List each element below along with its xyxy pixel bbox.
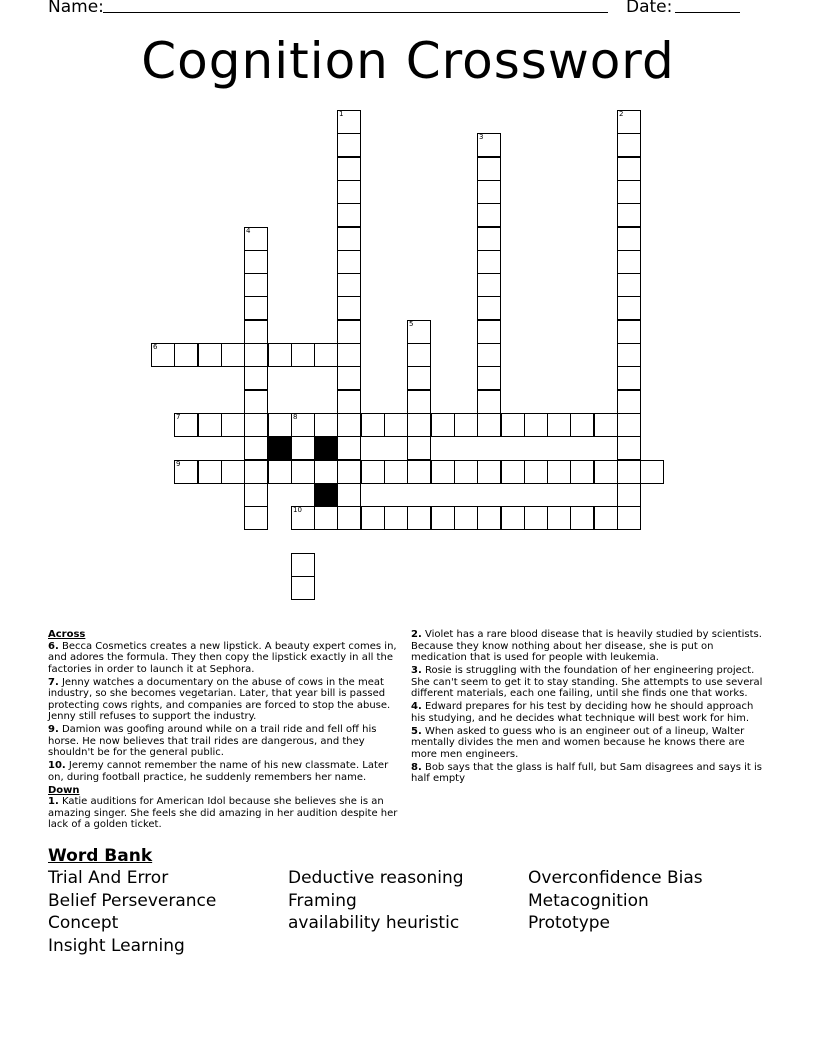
- crossword-cell[interactable]: [337, 227, 361, 251]
- crossword-cell[interactable]: [291, 460, 315, 484]
- crossword-cell[interactable]: [594, 460, 618, 484]
- crossword-cell[interactable]: [501, 506, 525, 530]
- crossword-cell[interactable]: [244, 227, 268, 251]
- clue-number: 9.: [48, 724, 59, 735]
- crossword-cell[interactable]: [617, 436, 641, 460]
- clue-number-label: 8: [293, 413, 298, 421]
- clue-number-label: 1: [339, 110, 344, 118]
- crossword-cell[interactable]: [617, 250, 641, 274]
- crossword-cell[interactable]: [617, 460, 641, 484]
- crossword-cell[interactable]: [617, 203, 641, 227]
- crossword-cell[interactable]: [524, 413, 548, 437]
- name-field[interactable]: [103, 12, 608, 13]
- down-heading: Down: [48, 784, 80, 796]
- clue-down-3: [411, 665, 767, 700]
- crossword-cell[interactable]: [174, 460, 198, 484]
- clue-text: Becca Cosmetics creates a new lipstick. A beauty expert comes in, and adores the formula. They then copy the lipstick exactly in all the factories in order to launch it at Sephora.: [48, 640, 397, 675]
- crossword-cell[interactable]: [291, 413, 315, 437]
- crossword-cell[interactable]: [454, 413, 478, 437]
- crossword-cell[interactable]: [337, 203, 361, 227]
- crossword-cell[interactable]: [337, 366, 361, 390]
- crossword-cell[interactable]: [337, 343, 361, 367]
- date-field[interactable]: [675, 12, 740, 13]
- crossword-cell[interactable]: [547, 460, 571, 484]
- clue-number: 5.: [411, 725, 422, 737]
- crossword-cell[interactable]: [314, 460, 338, 484]
- crossword-cell[interactable]: [244, 413, 268, 437]
- crossword-cell[interactable]: [151, 343, 175, 367]
- crossword-cell[interactable]: [198, 343, 222, 367]
- name-label: Name:: [48, 0, 104, 17]
- crossword-cell[interactable]: [221, 413, 245, 437]
- crossword-cell[interactable]: [617, 390, 641, 414]
- crossword-cell[interactable]: [407, 460, 431, 484]
- clue-number: 3.: [411, 665, 422, 676]
- crossword-cell[interactable]: [407, 390, 431, 414]
- clue-text: Edward prepares for his test by deciding how he should approach his studying, and he decides what technique will best work for him.: [411, 701, 754, 724]
- crossword-cell[interactable]: [361, 460, 385, 484]
- crossword-cell[interactable]: [291, 343, 315, 367]
- crossword-cell[interactable]: [477, 366, 501, 390]
- crossword-cell[interactable]: [174, 343, 198, 367]
- clue-number: 10.: [48, 760, 66, 771]
- crossword-cell[interactable]: [244, 366, 268, 390]
- word-bank-item: Overconfidence Bias: [528, 868, 703, 888]
- crossword-cell[interactable]: [547, 506, 571, 530]
- crossword-cell[interactable]: [244, 320, 268, 344]
- crossword-cell[interactable]: [244, 250, 268, 274]
- crossword-cell[interactable]: [570, 413, 594, 437]
- clue-text: Katie auditions for American Idol because she believes she is an amazing singer. She feels she did amazing in her audition despite her lack of a golden ticket.: [48, 796, 398, 830]
- crossword-cell[interactable]: [337, 483, 361, 507]
- crossword-cell[interactable]: [407, 366, 431, 390]
- clue-text: Rosie is struggling with the foundation of her engineering project. She can't seem to get it to stay standing. She attempts to use several different materials, each one failing, until she finds one that works.: [411, 665, 763, 699]
- crossword-cell[interactable]: [477, 506, 501, 530]
- crossword-cell[interactable]: [361, 506, 385, 530]
- crossword-cell[interactable]: [337, 180, 361, 204]
- clue-number: 4.: [411, 701, 422, 712]
- crossword-cell[interactable]: [617, 157, 641, 181]
- clue-down-2: [411, 629, 767, 664]
- crossword-block: [268, 436, 292, 460]
- clue-down-1: [48, 796, 404, 831]
- crossword-cell[interactable]: [244, 390, 268, 414]
- crossword-cell[interactable]: [454, 460, 478, 484]
- word-bank-item: availability heuristic: [288, 913, 460, 933]
- crossword-cell[interactable]: [477, 296, 501, 320]
- crossword-cell[interactable]: [477, 390, 501, 414]
- crossword-cell[interactable]: [477, 203, 501, 227]
- crossword-cell[interactable]: [244, 460, 268, 484]
- crossword-cell[interactable]: [640, 460, 664, 484]
- crossword-cell[interactable]: [337, 436, 361, 460]
- crossword-cell[interactable]: [570, 460, 594, 484]
- clue-across-7: [48, 677, 404, 723]
- crossword-cell[interactable]: [547, 413, 571, 437]
- crossword-cell[interactable]: [477, 413, 501, 437]
- clue-text: When asked to guess who is an engineer out of a lineup, Walter mentally divides the men and women because he knows there are more men engineers.: [411, 725, 745, 760]
- clue-across-10: [48, 760, 404, 783]
- crossword-cell[interactable]: [198, 413, 222, 437]
- crossword-cell[interactable]: [524, 506, 548, 530]
- crossword-cell[interactable]: [268, 460, 292, 484]
- date-label: Date:: [626, 0, 673, 17]
- clue-number: 2.: [411, 629, 422, 640]
- crossword-cell[interactable]: [617, 343, 641, 367]
- crossword-cell[interactable]: [477, 157, 501, 181]
- word-bank-item: Insight Learning: [48, 936, 185, 956]
- across-heading: Across: [48, 629, 86, 640]
- crossword-cell[interactable]: [337, 296, 361, 320]
- crossword-cell[interactable]: [501, 413, 525, 437]
- crossword-cell[interactable]: [594, 506, 618, 530]
- crossword-cell[interactable]: [431, 506, 455, 530]
- crossword-cell[interactable]: [407, 320, 431, 344]
- crossword-cell[interactable]: [268, 343, 292, 367]
- clue-number-label: 5: [409, 320, 414, 328]
- crossword-cell[interactable]: [361, 413, 385, 437]
- clue-number-label: 4: [246, 227, 251, 235]
- crossword-cell[interactable]: [314, 506, 338, 530]
- crossword-cell[interactable]: [594, 413, 618, 437]
- crossword-cell[interactable]: [431, 460, 455, 484]
- clue-number-label: 2: [619, 110, 624, 118]
- crossword-cell[interactable]: [337, 250, 361, 274]
- clues-right-column: [411, 629, 767, 786]
- crossword-cell[interactable]: [314, 343, 338, 367]
- crossword-cell[interactable]: [244, 483, 268, 507]
- crossword-cell[interactable]: [337, 320, 361, 344]
- crossword-cell[interactable]: [244, 343, 268, 367]
- crossword-block: [314, 436, 338, 460]
- clue-down-5: [411, 726, 767, 761]
- crossword-cell[interactable]: [221, 460, 245, 484]
- crossword-cell[interactable]: [524, 460, 548, 484]
- clue-down-4: [411, 701, 767, 724]
- crossword-cell[interactable]: [244, 296, 268, 320]
- crossword-cell[interactable]: [384, 506, 408, 530]
- crossword-cell[interactable]: [337, 390, 361, 414]
- crossword-cell[interactable]: [291, 576, 315, 600]
- crossword-cell[interactable]: [384, 460, 408, 484]
- clue-number: 8.: [411, 761, 422, 773]
- clue-number-label: 7: [176, 413, 181, 421]
- page-title: Cognition Crossword: [141, 32, 675, 90]
- crossword-cell[interactable]: [221, 343, 245, 367]
- clue-number-label: 6: [153, 343, 158, 351]
- crossword-cell[interactable]: [477, 180, 501, 204]
- crossword-cell[interactable]: [291, 506, 315, 530]
- crossword-cell[interactable]: [268, 413, 292, 437]
- crossword-cell[interactable]: [337, 460, 361, 484]
- crossword-cell[interactable]: [477, 250, 501, 274]
- clue-number: 6.: [48, 640, 59, 652]
- crossword-cell[interactable]: [407, 343, 431, 367]
- crossword-cell[interactable]: [477, 227, 501, 251]
- crossword-cell[interactable]: [407, 413, 431, 437]
- crossword-cell[interactable]: [244, 506, 268, 530]
- word-bank-title: Word Bank: [48, 846, 153, 866]
- crossword-cell[interactable]: [291, 553, 315, 577]
- crossword-cell[interactable]: [337, 506, 361, 530]
- word-bank-item: Framing: [288, 891, 357, 911]
- clue-across-6: [48, 641, 404, 676]
- crossword-cell[interactable]: [617, 366, 641, 390]
- crossword-cell[interactable]: [617, 483, 641, 507]
- crossword-cell[interactable]: [477, 320, 501, 344]
- clue-number-label: 9: [176, 460, 181, 468]
- clue-number: 1.: [48, 796, 59, 807]
- crossword-cell[interactable]: [617, 506, 641, 530]
- crossword-cell[interactable]: [617, 273, 641, 297]
- crossword-cell[interactable]: [501, 460, 525, 484]
- crossword-cell[interactable]: [617, 413, 641, 437]
- clue-down-8: [411, 762, 767, 785]
- clue-number-label: 10: [293, 506, 302, 514]
- clue-across-9: [48, 724, 404, 759]
- crossword-cell[interactable]: [454, 506, 478, 530]
- clue-text: Jeremy cannot remember the name of his new classmate. Later on, during football practice, he suddenly remembers her name.: [48, 760, 389, 783]
- clue-text: Jenny watches a documentary on the abuse of cows in the meat industry, so she becomes vegetarian. Later, that year bill is passed protecting cows rights, and companies are forced to stop the abuse. Jenny still refuses to support the industry.: [48, 676, 391, 722]
- crossword-cell[interactable]: [174, 413, 198, 437]
- clue-text: Bob says that the glass is half full, but Sam disagrees and says it is half empty: [411, 761, 762, 784]
- crossword-cell[interactable]: [570, 506, 594, 530]
- clue-number-label: 3: [479, 133, 484, 141]
- crossword-cell[interactable]: [337, 157, 361, 181]
- word-bank-item: Metacognition: [528, 891, 649, 911]
- word-bank-item: Trial And Error: [48, 868, 169, 888]
- crossword-cell[interactable]: [617, 133, 641, 157]
- crossword-cell[interactable]: [617, 320, 641, 344]
- clue-text: Violet has a rare blood disease that is heavily studied by scientists. Because they know nothing about her disease, she is put on medication that is used for people with leukemia.: [411, 629, 762, 663]
- crossword-cell[interactable]: [407, 506, 431, 530]
- crossword-cell[interactable]: [617, 227, 641, 251]
- word-bank-item: Belief Perseverance: [48, 891, 217, 911]
- crossword-cell[interactable]: [431, 413, 455, 437]
- crossword-cell[interactable]: [337, 273, 361, 297]
- clues-left-column: [48, 629, 404, 832]
- crossword-cell[interactable]: [337, 413, 361, 437]
- word-bank-item: Concept: [48, 913, 119, 933]
- word-bank-item: Prototype: [528, 913, 611, 933]
- crossword-cell[interactable]: [244, 436, 268, 460]
- clue-number: 7.: [48, 676, 59, 688]
- crossword-cell[interactable]: [617, 180, 641, 204]
- crossword-cell[interactable]: [617, 110, 641, 134]
- crossword-cell[interactable]: [337, 110, 361, 134]
- crossword-cell[interactable]: [477, 273, 501, 297]
- crossword-cell[interactable]: [477, 133, 501, 157]
- crossword-cell[interactable]: [384, 413, 408, 437]
- crossword-cell[interactable]: [244, 273, 268, 297]
- crossword-cell[interactable]: [198, 460, 222, 484]
- crossword-cell[interactable]: [314, 413, 338, 437]
- crossword-cell[interactable]: [477, 343, 501, 367]
- word-bank: [48, 846, 768, 956]
- crossword-block: [314, 483, 338, 507]
- clue-text: Damion was goofing around while on a trail ride and fell off his horse. He now believes that trail rides are dangerous, and they shouldn't be for the general public.: [48, 724, 377, 758]
- crossword-cell[interactable]: [477, 460, 501, 484]
- word-bank-item: Deductive reasoning: [288, 868, 464, 888]
- crossword-cell[interactable]: [617, 296, 641, 320]
- crossword-cell[interactable]: [337, 133, 361, 157]
- crossword-cell[interactable]: [291, 436, 315, 460]
- crossword-cell[interactable]: [407, 436, 431, 460]
